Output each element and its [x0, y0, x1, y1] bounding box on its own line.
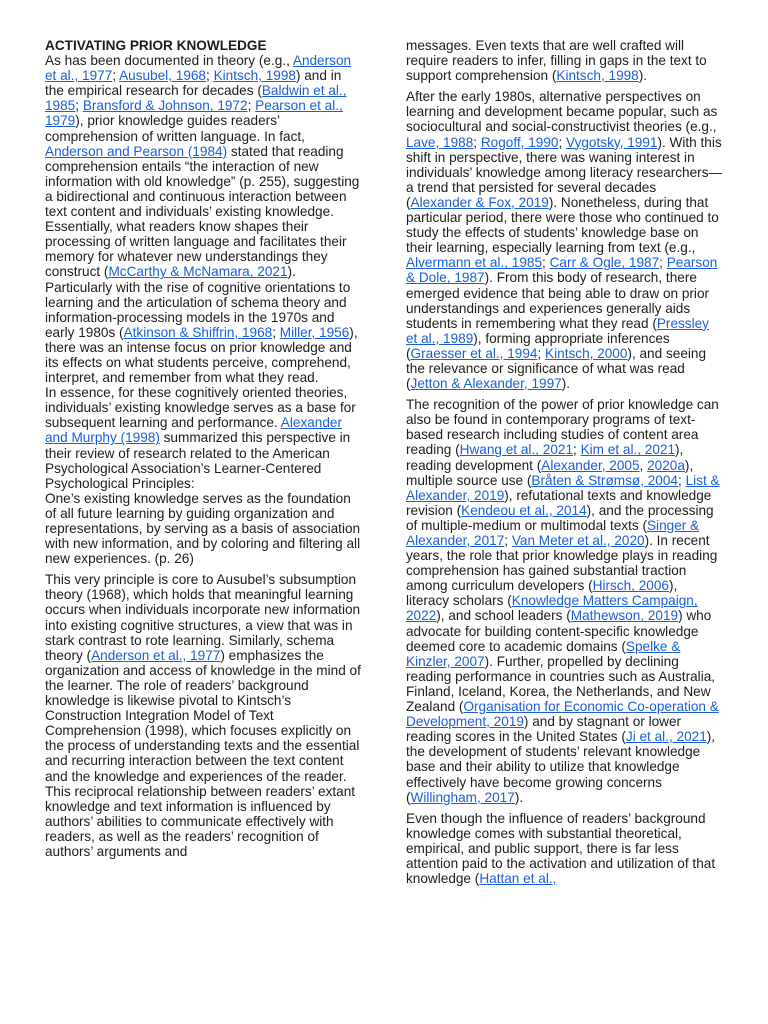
citation-link[interactable]: Carr & Ogle, 1987: [549, 255, 660, 271]
citation-link[interactable]: Hirsch, 2006: [592, 578, 669, 594]
body-text: As has been documented in theory (e.g.,: [45, 53, 293, 69]
citation-link[interactable]: Spelke & Kinzler, 2007: [406, 638, 681, 669]
body-text: messages. Even texts that are well crafted will require readers to infer, filling in gaps in the text to support comprehension (: [406, 38, 707, 84]
citation-link[interactable]: Alvermann et al., 1985: [406, 255, 543, 271]
body-text: In essence, for these cognitively oriented theories, individuals’ existing knowledge serves as a base for subsequent learning and performance.: [45, 385, 356, 431]
citation-link[interactable]: List & Alexander, 2019: [406, 472, 720, 503]
citation-link[interactable]: Knowledge Matters Campaign, 2022: [406, 593, 698, 624]
body-text: ). Nonetheless, during that particular period, there were those who continued to study the effects of students’ knowledge base on their learning, especially learning from text (e.g.,: [406, 194, 719, 256]
paragraph: [406, 38, 724, 83]
citation-link[interactable]: Anderson et al., 1977: [45, 53, 352, 84]
body-text: One’s existing knowledge serves as the foundation of all future learning by guiding organization and representations, by serving as a basis of association with new information, and by coloring and filtering all new experiences. (p. 26): [45, 490, 361, 567]
body-text: ) and in the empirical research for decades (: [45, 68, 342, 99]
citation-link[interactable]: Atkinson & Shiffrin, 1968: [123, 324, 273, 340]
citation-link[interactable]: Jetton & Alexander, 1997: [410, 376, 562, 392]
right-column: [406, 38, 724, 886]
citation-link[interactable]: Alexander, 2005: [541, 457, 640, 473]
citation-link[interactable]: Ji et al., 2021: [625, 729, 707, 745]
body-text: ;: [272, 324, 280, 340]
body-text: ) and by stagnant or lower reading scores in the United States (: [406, 714, 682, 745]
body-text: ,: [639, 457, 648, 473]
body-text: ).: [561, 376, 571, 392]
body-text: ), and school leaders (: [436, 608, 571, 624]
citation-link[interactable]: Anderson and Pearson (1984): [45, 143, 228, 159]
citation-link[interactable]: Willingham, 2017: [410, 789, 515, 805]
body-text: summarized this perspective in their review of research related to the American Psychological Association’s Learner-Centered Psychological Principles:: [45, 430, 351, 491]
section-heading: ACTIVATING PRIOR KNOWLEDGE: [45, 38, 267, 53]
citation-link[interactable]: Mathewson, 2019: [570, 608, 679, 624]
body-text: ;: [537, 345, 546, 361]
body-text: ), multiple source use (: [406, 457, 694, 488]
body-text: ;: [504, 533, 512, 548]
paragraph: [45, 53, 363, 385]
paragraph: [406, 811, 724, 886]
body-text: ), forming appropriate inferences (: [406, 330, 670, 361]
citation-link[interactable]: Bransford & Johnson, 1972: [82, 98, 248, 114]
citation-link[interactable]: Kintsch, 1998: [213, 68, 296, 84]
citation-link[interactable]: Anderson et al., 1977: [91, 647, 221, 663]
citation-link[interactable]: Van Meter et al., 2020: [511, 533, 645, 548]
body-text: ), reading development (: [406, 442, 684, 473]
body-text: This very principle is core to Ausubel’s subsumption theory (1968), which holds that meaningful learning occurs when individuals incorporate new information into existing cognitive structures, a view that was in stark contrast to rote learning. Similarly, schema theory (: [45, 572, 361, 663]
body-text: ), prior knowledge guides readers’ comprehension of written language. In fact,: [45, 113, 305, 144]
citation-link[interactable]: Singer & Alexander, 2017: [406, 517, 700, 548]
body-text: Even though the influence of readers’ background knowledge comes with substantial theoretical, empirical, and public support, there is far less attention paid to the activation and utilization of that knowledge (: [406, 810, 716, 887]
citation-link[interactable]: Kendeou et al., 2014: [461, 502, 587, 518]
body-text: ). With this shift in perspective, there was waning interest in individuals’ knowledge among literacy researchers—a trend that persisted for several decades (: [406, 134, 723, 210]
body-text: ). Particularly with the rise of cognitive orientations to learning and the articulation of schema theory and information-processing models in the 1970s and early 1980s (: [45, 264, 351, 340]
body-text: ), and the processing of multiple-medium or multimodal texts (: [406, 502, 714, 533]
body-text: ), the development of students’ relevant knowledge base and their ability to utilize that knowledge effectively have become growing concerns (: [406, 729, 716, 805]
body-text: ). Further, propelled by declining reading performance in countries such as Australia, Finland, Iceland, Korea, the Netherlands, and New Zealand (: [406, 653, 716, 715]
citation-link[interactable]: McCarthy & McNamara, 2021: [108, 264, 288, 280]
body-text: ).: [638, 68, 648, 84]
left-column: [45, 38, 363, 859]
citation-link[interactable]: 2020a: [647, 457, 685, 473]
body-text: ;: [558, 134, 567, 150]
paragraph: [406, 89, 724, 391]
citation-link[interactable]: Alexander & Fox, 2019: [410, 194, 549, 210]
citation-link[interactable]: Baldwin et al., 1985: [45, 83, 347, 114]
citation-link[interactable]: Hwang et al., 2021: [459, 442, 574, 458]
body-text: ;: [573, 442, 581, 458]
citation-link[interactable]: Rogoff, 1990: [480, 134, 559, 150]
body-text: ;: [678, 472, 686, 488]
body-text: stated that reading comprehension entails “the interaction of new information with old knowledge” (p. 255), suggesting a bidirectional and continuous interaction between text content and individuals’ existing knowledge. Essentially, what readers know shapes their processing of written language and facilitates their memory for whatever new understandings they construct (: [45, 143, 360, 280]
body-text: ;: [659, 255, 667, 271]
citation-link[interactable]: Bråten & Strømsø, 2004: [531, 472, 678, 488]
body-text: ), there was an intense focus on prior knowledge and its effects on what students perceive, comprehend, interpret, and remember from what they read.: [45, 324, 358, 386]
citation-link[interactable]: Organisation for Economic Co-operation & Development, 2019: [406, 699, 719, 730]
body-text: ;: [247, 98, 256, 114]
body-text: ), literacy scholars (: [406, 578, 678, 609]
body-text: After the early 1980s, alternative perspectives on learning and development became popular, such as sociocultural and social-constructivist theories (e.g.,: [406, 89, 718, 135]
body-text: ) emphasizes the organization and access of knowledge in the mind of the learner. The role of readers’ background knowledge is likewise pivotal to Kintsch’s Construction Integration Model of Text Comprehension (1998), which focuses explicitly on the process of understanding texts and the essential and recurring interaction between the text content and the knowledge and experiences of the reader. This reciprocal relationship between readers’ extant knowledge and text information is influenced by authors’ abilities to communicate effectively with readers, as well as the readers’ recognition of authors’ arguments and: [45, 647, 361, 859]
body-text: ).: [514, 789, 524, 805]
citation-link[interactable]: Pressley et al., 1989: [406, 315, 709, 346]
block-quote: [45, 491, 363, 566]
body-text: ), and seeing the relevance or significance of what was read (: [406, 345, 707, 392]
body-text: ;: [75, 98, 83, 114]
paragraph: [45, 385, 363, 491]
citation-link[interactable]: Hattan et al.,: [479, 871, 557, 887]
citation-link[interactable]: Ausubel, 1968: [119, 68, 206, 84]
body-text: ;: [206, 68, 214, 84]
citation-link[interactable]: Alexander and Murphy (1998): [45, 415, 343, 446]
body-text: The recognition of the power of prior knowledge can also be found in contemporary programs of text-based research including studies of content area reading (: [406, 397, 719, 458]
body-text: ). In recent years, the role that prior knowledge plays in reading comprehension has gained substantial traction among curriculum developers (: [406, 533, 718, 594]
citation-link[interactable]: Kim et al., 2021: [580, 442, 676, 458]
body-text: ), refutational texts and knowledge revision (: [406, 487, 712, 518]
citation-link[interactable]: Graesser et al., 1994: [410, 345, 538, 361]
citation-link[interactable]: Kintsch, 1998: [556, 68, 639, 84]
citation-link[interactable]: Miller, 1956: [279, 324, 350, 340]
paragraph: [45, 572, 363, 859]
citation-link[interactable]: Vygotsky, 1991: [566, 134, 658, 150]
citation-link[interactable]: Pearson et al., 1979: [45, 98, 343, 129]
citation-link[interactable]: Pearson & Dole, 1987: [406, 255, 718, 286]
body-text: ). From this body of research, there emerged evidence that being able to draw on prior understandings and experiences generally aids students in remembering what they read (: [406, 270, 710, 331]
body-text: ) who advocate for building content-specific knowledge deemed core to academic domains (: [406, 608, 712, 654]
citation-link[interactable]: Kintsch, 2000: [545, 345, 628, 361]
body-text: ;: [473, 134, 481, 150]
body-text: ;: [112, 68, 120, 84]
paragraph: [406, 397, 724, 805]
citation-link[interactable]: Lave, 1988: [406, 134, 474, 150]
body-text: ;: [542, 255, 550, 271]
